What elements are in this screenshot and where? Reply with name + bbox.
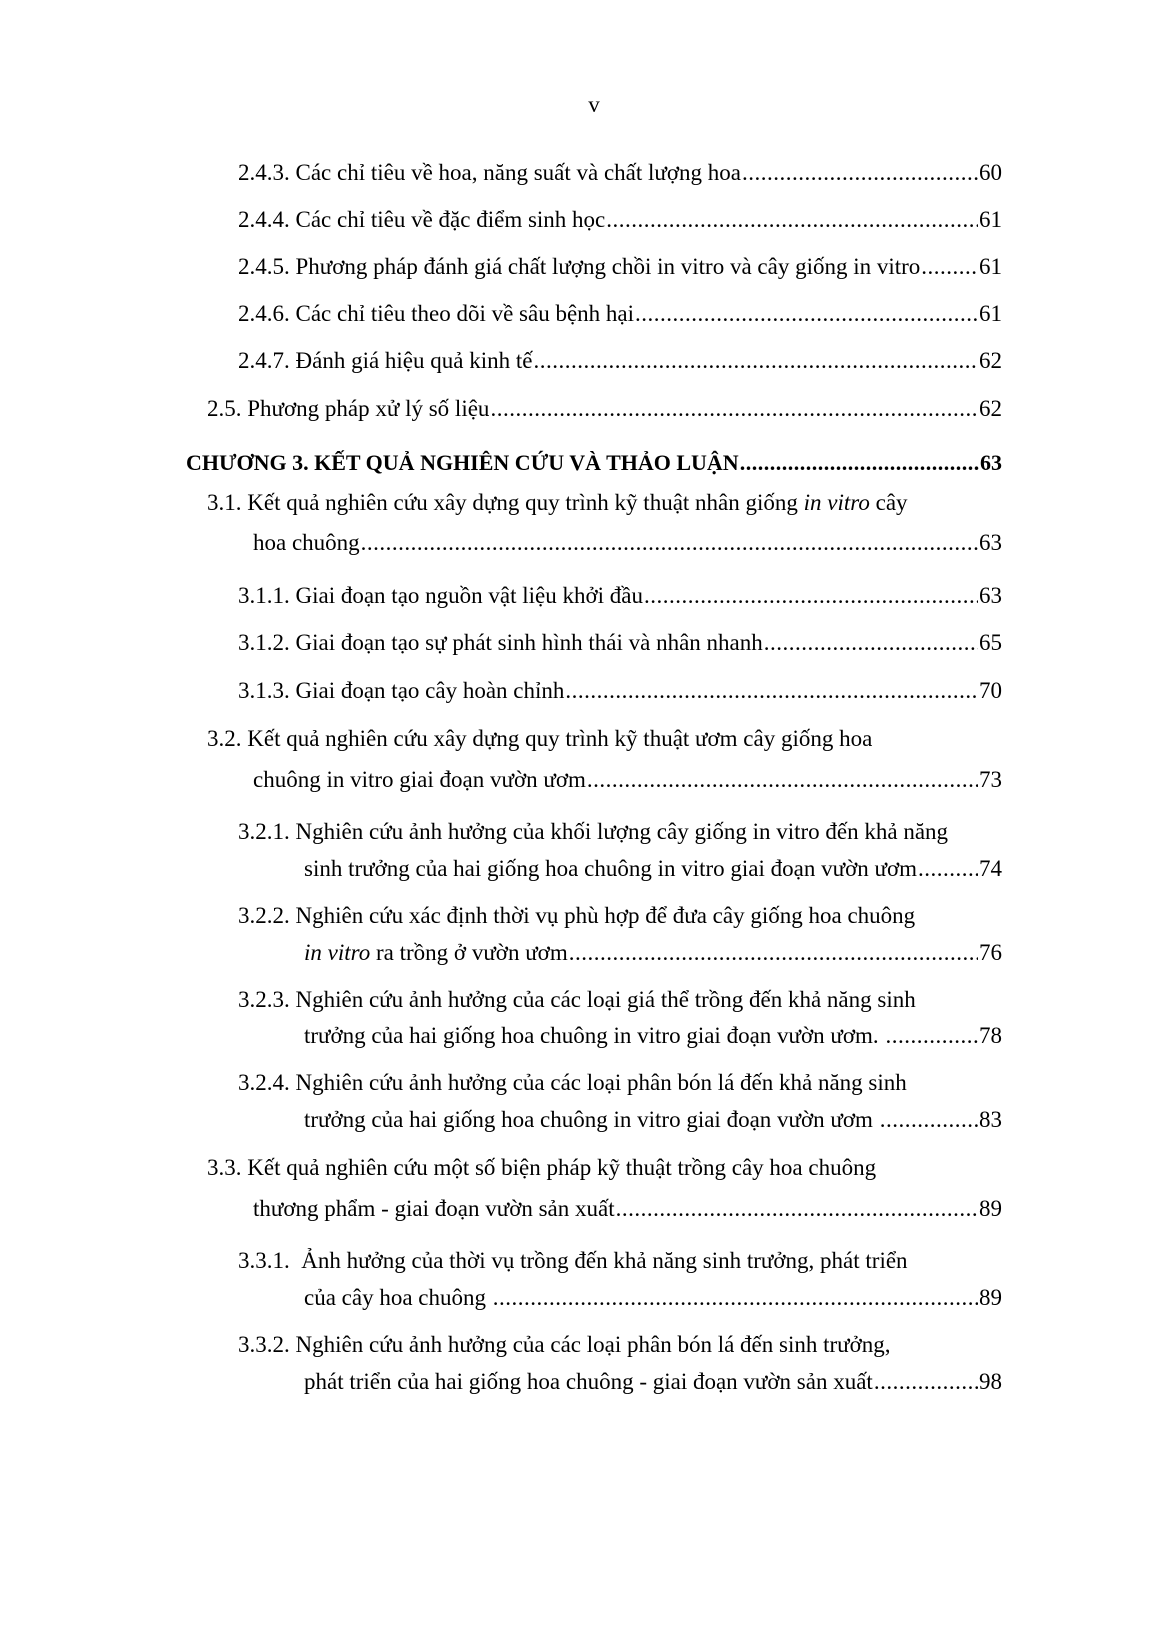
toc-page-number: 78 [979,1023,1002,1048]
toc-page-number: 61 [979,301,1002,326]
toc-entry-text: của cây hoa chuông [304,1285,492,1310]
toc-entry-3-3-1-line1[interactable]: 3.3.1. Ảnh hưởng của thời vụ trồng đến khả năng sinh trưởng, phát triển [238,1248,908,1273]
leader-dots [644,580,978,612]
toc-page-number: 60 [979,160,1002,185]
toc-page-number: 61 [979,207,1002,232]
toc-entry-3-2-1-line1[interactable]: 3.2.1. Nghiên cứu ảnh hưởng của khối lượng cây giống in vitro đến khả năng [238,819,949,844]
leader-dots [742,157,978,189]
toc-entry-3-2-4-line1[interactable]: 3.2.4. Nghiên cứu ảnh hưởng của các loại phân bón lá đến khả năng sinh [238,1070,907,1095]
toc-page-number: 63 [979,530,1002,555]
page-number: v [588,92,600,117]
toc-entry-3-3-line1[interactable]: 3.3. Kết quả nghiên cứu một số biện pháp kỹ thuật trồng cây hoa chuông [207,1155,877,1180]
leader-dots [361,527,978,559]
toc-entry-text: 2.4.5. Phương pháp đánh giá chất lượng chồi in vitro và cây giống in vitro [238,254,921,279]
leader-dots [493,1282,978,1314]
toc-entry-text: CHƯƠNG 3. KẾT QUẢ NGHIÊN CỨU VÀ THẢO LUẬN [186,450,739,475]
toc-entry-text [304,937,568,969]
toc-entry-2-4-4[interactable] [238,204,1002,236]
toc-chapter-3[interactable] [186,447,1002,479]
toc-page-number: 89 [979,1285,1002,1310]
leader-dots [587,764,978,796]
leader-dots [565,675,978,707]
leader-dots [635,298,978,330]
toc-entry-text: 3.1.2. Giai đoạn tạo sự phát sinh hình thái và nhân nhanh [238,630,763,655]
toc-entry-3-2-4-line2[interactable] [304,1104,1002,1136]
toc-entry-text: 3.1.1. Giai đoạn tạo nguồn vật liệu khởi đầu [238,583,644,608]
toc-entry-3-2-2-line1[interactable]: 3.2.2. Nghiên cứu xác định thời vụ phù hợp để đưa cây giống hoa chuông [238,903,916,928]
leader-dots [885,1020,978,1052]
toc-entry-2-4-6[interactable] [238,298,1002,330]
toc-entry-3-3-1-line2[interactable] [304,1282,1002,1314]
toc-entry-3-1-line1[interactable] [207,487,908,519]
toc-entry-text: hoa chuông [253,530,360,555]
leader-dots [606,204,978,236]
toc-entry-3-2-line2[interactable] [253,764,1002,796]
toc-page-number: 63 [979,583,1002,608]
leader-dots [740,447,979,479]
toc-page-number: 70 [979,678,1002,703]
toc-entry-3-2-1-line2[interactable] [304,853,1002,885]
toc-entry-3-1-2[interactable] [238,627,1002,659]
leader-dots [874,1366,978,1398]
toc-entry-text: trưởng của hai giống hoa chuông in vitro giai đoạn vườn ươm [304,1107,879,1132]
toc-page-number: 61 [979,254,1002,279]
toc-entry-text: 2.4.6. Các chỉ tiêu theo dõi về sâu bệnh hại [238,301,635,326]
toc-page-number: 65 [979,630,1002,655]
toc-entry-text: 2.4.3. Các chỉ tiêu về hoa, năng suất và chất lượng hoa [238,160,742,185]
toc-entry-text: cây [869,490,908,515]
toc-entry-text: 3.1. Kết quả nghiên cứu xây dựng quy trình kỹ thuật nhân giống [207,490,804,515]
toc-entry-3-3-2-line2[interactable] [304,1366,1002,1398]
toc-entry-text: chuông in vitro giai đoạn vườn ươm [253,767,586,792]
leader-dots [921,251,978,283]
toc-page-number: 63 [980,450,1002,475]
toc-entry-text: 2.4.4. Các chỉ tiêu về đặc điểm sinh học [238,207,606,232]
leader-dots [533,345,978,377]
toc-entry-text-rest: ra trồng ở vườn ươm [370,940,568,965]
toc-entry-3-3-2-line1[interactable]: 3.3.2. Nghiên cứu ảnh hưởng của các loại phân bón lá đến sinh trưởng, [238,1332,891,1357]
toc-page-number: 73 [979,767,1002,792]
toc-entry-3-2-3-line2[interactable] [304,1020,1002,1052]
leader-dots [616,1193,978,1225]
toc-entry-text: sinh trưởng của hai giống hoa chuông in vitro giai đoạn vườn ươm [304,856,918,881]
toc-entry-3-3-line2[interactable] [253,1193,1002,1225]
toc-entry-3-1-1[interactable] [238,580,1002,612]
toc-entry-text: trưởng của hai giống hoa chuông in vitro giai đoạn vườn ươm. [304,1023,885,1048]
toc-page-number: 76 [979,940,1002,965]
toc-entry-2-4-5[interactable] [238,251,1002,283]
toc-page-number: 89 [979,1196,1002,1221]
toc-page-number: 62 [979,348,1002,373]
toc-entry-3-2-line1[interactable]: 3.2. Kết quả nghiên cứu xây dựng quy trình kỹ thuật ươm cây giống hoa [207,726,873,751]
toc-page-number: 83 [979,1107,1002,1132]
leader-dots [918,853,978,885]
toc-entry-3-2-2-line2[interactable] [304,937,1002,969]
toc-entry-2-4-7[interactable] [238,345,1002,377]
toc-entry-2-5[interactable] [207,393,1002,425]
toc-entry-text: 3.1.3. Giai đoạn tạo cây hoàn chỉnh [238,678,565,703]
toc-entry-3-1-line2[interactable] [253,527,1002,559]
toc-entry-3-1-3[interactable] [238,675,1002,707]
toc-page-number: 74 [979,856,1002,881]
toc-entry-2-4-3[interactable] [238,157,1002,189]
leader-dots [569,937,978,969]
toc-page-number: 62 [979,396,1002,421]
leader-dots [880,1104,978,1136]
toc-entry-text: 2.4.7. Đánh giá hiệu quả kinh tế [238,348,533,373]
leader-dots [490,393,978,425]
toc-entry-text: phát triển của hai giống hoa chuông - giai đoạn vườn sản xuất [304,1369,873,1394]
leader-dots [764,627,978,659]
toc-entry-text: thương phẩm - giai đoạn vườn sản xuất [253,1196,615,1221]
toc-entry-italic: in vitro [803,490,870,515]
toc-entry-3-2-3-line1[interactable]: 3.2.3. Nghiên cứu ảnh hưởng của các loại giá thể trồng đến khả năng sinh [238,987,916,1012]
toc-entry-italic: in vitro [304,940,371,965]
toc-entry-text: 2.5. Phương pháp xử lý số liệu [207,396,490,421]
toc-page-number: 98 [979,1369,1002,1394]
